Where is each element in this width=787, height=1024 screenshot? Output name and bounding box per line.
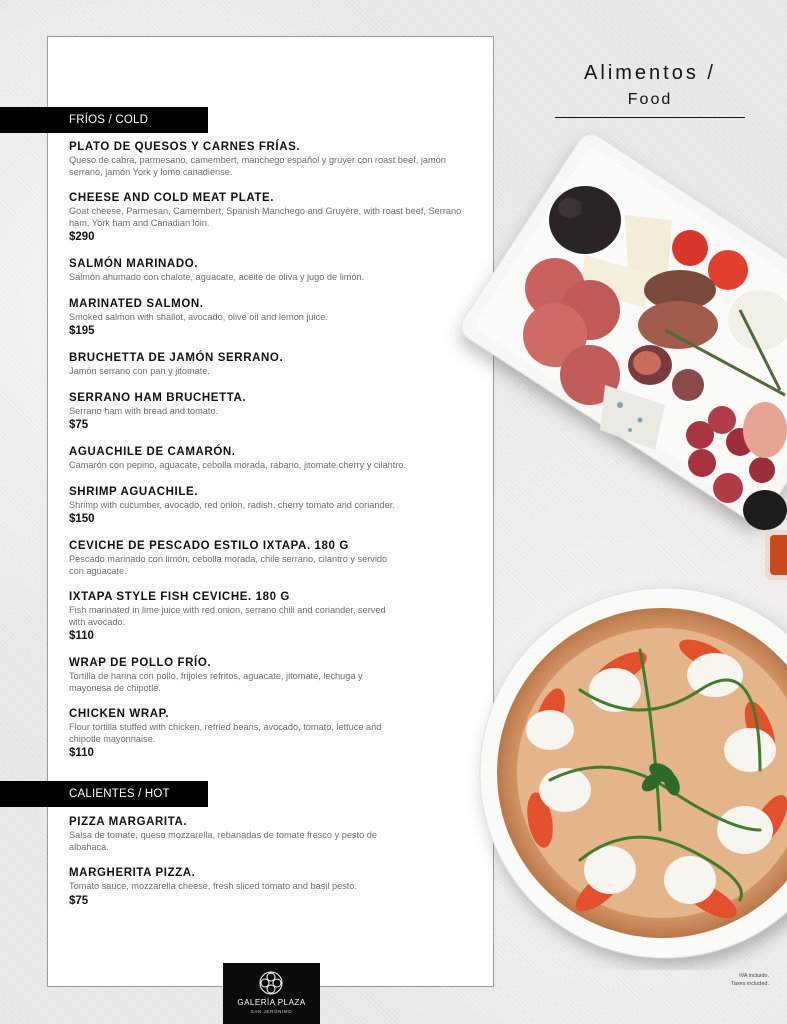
item-title: SHRIMP AGUACHILE. xyxy=(69,485,199,498)
item-title: PLATO DE QUESOS Y CARNES FRÍAS. xyxy=(69,141,301,153)
item-price: $290 xyxy=(69,231,95,243)
item-description: Serrano ham with bread and tomato. xyxy=(69,405,219,416)
item-description: Tomato sauce, mozzarella cheese, fresh sliced tomato and basil pesto. xyxy=(69,881,358,891)
item-title: SERRANO HAM BRUCHETTA. xyxy=(69,391,247,404)
item-description: Tortilla de harina con pollo, frijoles refritos, aguacate, jitomate, lechuga y mayonesa de chipotle. xyxy=(69,671,363,693)
menu-item xyxy=(69,257,489,284)
food-photo xyxy=(440,130,787,970)
item-description: Jamón serrano con pan y jitomate. xyxy=(69,366,210,376)
item-description: Smoked salmon with shallot, avocado, olive oil and lemon juice. xyxy=(69,311,328,322)
item-price: $150 xyxy=(69,513,95,525)
item-title: CHICKEN WRAP. xyxy=(69,708,170,720)
item-title: IXTAPA STYLE FISH CEVICHE. 180 G xyxy=(69,591,290,603)
item-description: Fish marinated in lime juice with red onion, serrano chili and coriander, served with avocado. xyxy=(69,605,386,627)
header-divider xyxy=(555,117,745,118)
item-price: $110 xyxy=(69,747,94,759)
menu-item xyxy=(69,297,489,339)
logo-name: GALERÍA PLAZA xyxy=(237,998,306,1007)
item-description: Camarón con pepino, aguacate, cebolla morada, rábano, jitomate cherry y cilantro. xyxy=(69,460,407,470)
item-title: AGUACHILE DE CAMARÓN. xyxy=(69,446,236,458)
menu-item xyxy=(69,485,489,527)
menu-item xyxy=(69,815,489,853)
section-label-cold: FRÍOS / COLD xyxy=(69,114,149,126)
item-price: $75 xyxy=(69,419,89,431)
item-title: BRUCHETTA DE JAMÓN SERRANO. xyxy=(69,352,284,364)
item-title: CEVICHE DE PESCADO ESTILO IXTAPA. 180 G xyxy=(69,540,349,552)
item-description: Flour tortilla stuffed with chicken, refried beans, avocado, tomato, lettuce and chipotle mayonnaise. xyxy=(69,722,382,744)
section-bar-hot xyxy=(0,781,208,807)
item-description: Pescado marinado con limón, cebolla morada, chile serrano, cilantro y servido con aguacate. xyxy=(69,554,388,576)
menu-item xyxy=(69,445,489,472)
page-subtitle: Food xyxy=(627,91,673,108)
section-bar-cold xyxy=(0,107,208,133)
item-price: $195 xyxy=(69,325,95,337)
cold-items-list xyxy=(69,140,489,760)
menu-item xyxy=(69,656,489,694)
brand-logo xyxy=(223,963,320,1024)
menu-item xyxy=(69,191,489,244)
item-title: PIZZA MARGARITA. xyxy=(69,816,188,828)
footnote-line-1: IVA incluido. xyxy=(739,973,769,979)
menu-item xyxy=(69,391,489,433)
page-title: Alimentos / xyxy=(584,62,716,84)
item-price: $75 xyxy=(69,894,89,907)
item-description: Salsa de tomate, queso mozzarella, rebanadas de tomate fresco y pesto de albahaca. xyxy=(69,830,377,852)
footnote-line-2: Taxes included. xyxy=(731,981,769,987)
item-price: $110 xyxy=(69,630,94,642)
menu-item xyxy=(69,866,489,908)
logo-subtitle: SAN JERÓNIMO xyxy=(250,1009,293,1014)
item-description: Salmón ahumado con chalote, aguacate, aceite de oliva y jugo de limón. xyxy=(69,272,365,282)
item-description: Goat cheese, Parmesan, Camembert, Spanish Manchego and Gruyère, with roast beef, Serrano ham, York ham and Canadian loin. xyxy=(69,206,462,228)
menu-item xyxy=(69,539,489,577)
menu-item xyxy=(69,707,489,760)
tax-footnote xyxy=(731,972,769,988)
item-description: Queso de cabra, parmesano, camembert, manchego español y gruyer con roast beef, jamón serrano, jamón York y lomo canadiense. xyxy=(69,155,446,177)
item-title: MARGHERITA PIZZA. xyxy=(69,867,196,879)
logo-mark-icon xyxy=(258,970,284,996)
item-title: WRAP DE POLLO FRÍO. xyxy=(69,657,212,669)
item-title: MARINATED SALMON. xyxy=(69,297,204,310)
menu-item xyxy=(69,140,489,178)
item-description: Shrimp with cucumber, avocado, red onion, radish, cherry tomato and coriander. xyxy=(69,499,395,510)
hot-items-list xyxy=(69,815,489,908)
item-title: SALMÓN MARINADO. xyxy=(69,258,199,270)
section-label-hot: CALIENTES / HOT xyxy=(69,788,170,800)
menu-item xyxy=(69,590,489,643)
item-title: CHEESE AND COLD MEAT PLATE. xyxy=(69,192,275,204)
menu-item xyxy=(69,351,489,378)
